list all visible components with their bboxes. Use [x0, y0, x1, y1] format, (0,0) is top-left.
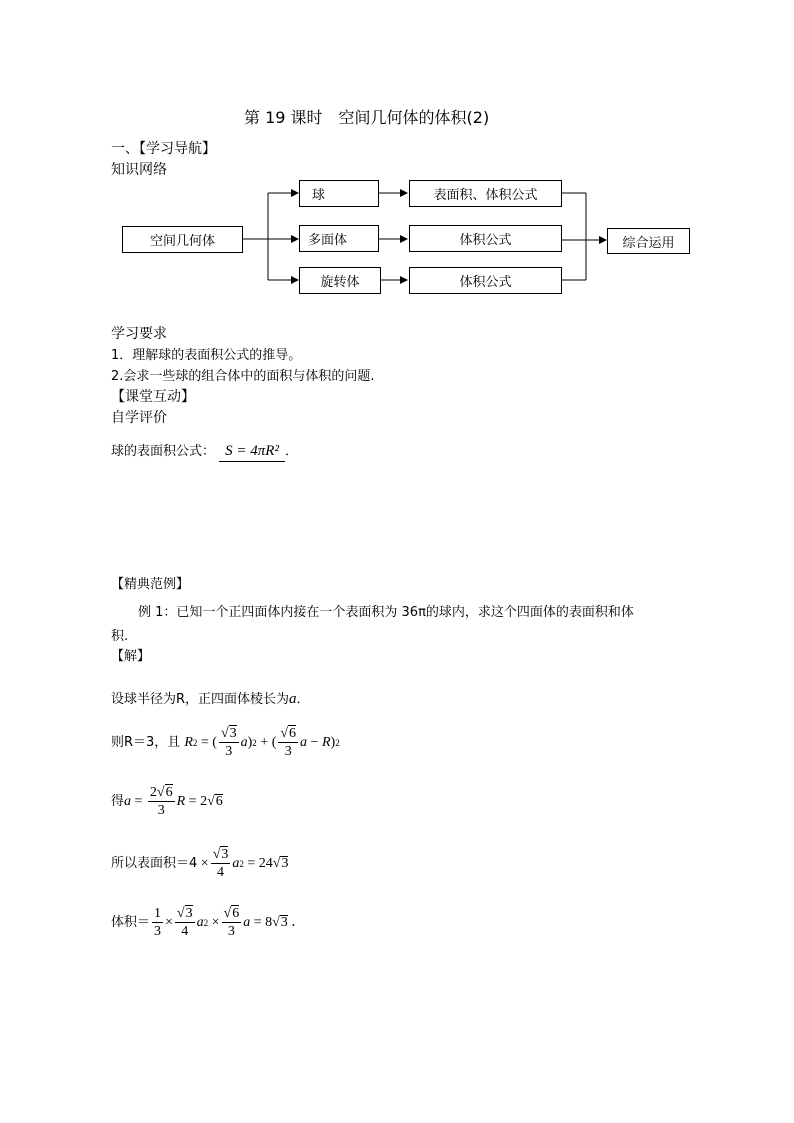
solution-line-4: 所以表面积＝4 × $\frac{√3}{4}$ a 2 = 24√ 3 — [111, 847, 289, 881]
requirement-item-2: 2.会求一些球的组合体中的面积与体积的问题. — [111, 369, 375, 384]
diagram-root-box: 空间几何体 — [122, 226, 243, 253]
knowledge-diagram-connectors — [0, 0, 794, 320]
solution-line-5: 体积＝ $\frac{1}{3}$ × $\frac{√3}{4}$ a 2 × $\frac{√6}{3}$ a = 8√ 3 ． — [111, 906, 306, 940]
diagram-branch-polyhedron: 多面体 — [299, 225, 379, 252]
section-heading-guide: 一、【学习导航】 — [111, 141, 216, 157]
formula-edge-length: a = $\frac{2√6}{3}$ R = 2√ 6 — [124, 785, 223, 819]
example1-text-line2: 积. — [111, 629, 129, 644]
requirement-item-1: 1．理解球的表面积公式的推导。 — [111, 348, 302, 363]
diagram-result-box: 综合运用 — [607, 228, 690, 254]
classroom-heading: 【课堂互动】 — [111, 389, 195, 405]
solution-label: 【解】 — [111, 649, 151, 664]
self-eval-heading: 自学评价 — [111, 410, 167, 426]
diagram-formula-sphere: 表面积、体积公式 — [409, 180, 562, 207]
diagram-formula-polyhedron: 体积公式 — [409, 225, 562, 252]
sphere-formula-answer: S = 4πR² — [219, 443, 285, 462]
example1-text-line1: 例 1：已知一个正四面体内接在一个表面积为 36π的球内，求这个四面体的表面积和体 — [138, 605, 634, 620]
formula-volume: $\frac{1}{3}$ × $\frac{√3}{4}$ a 2 × $\frac{√6}{3}$ a = 8√ 3 ． — [154, 906, 306, 940]
knowledge-network-label: 知识网络 — [111, 162, 167, 178]
diagram-branch-sphere: 球 — [299, 180, 379, 207]
requirements-heading: 学习要求 — [111, 326, 167, 342]
examples-heading: 【精典范例】 — [111, 577, 190, 592]
formula-surface-area: × $\frac{√3}{4}$ a 2 = 24√ 3 — [197, 847, 289, 881]
page-title: 第 19 课时 空间几何体的体积(2) — [244, 108, 490, 127]
diagram-branch-revolution: 旋转体 — [299, 267, 381, 294]
solution-line-3: 得 a = $\frac{2√6}{3}$ R = 2√ 6 — [111, 785, 223, 819]
sphere-formula-label: 球的表面积公式： — [111, 444, 216, 459]
solution-line-1: 设球半径为R，正四面体棱长为a． — [111, 691, 310, 707]
diagram-formula-revolution: 体积公式 — [409, 267, 562, 294]
sphere-formula-row: 球的表面积公式： S = 4πR² ． — [111, 444, 298, 459]
formula-radius-equation: R 2 = ( $\frac{√3}{3}$ a ) 2 + ( $\frac{√6}{3}$ a − R ) 2 — [184, 726, 340, 760]
solution-line-2: 则R＝3，且 R 2 = ( $\frac{√3}{3}$ a ) 2 + ( $\frac{√6}{3}$ a − R ) 2 — [111, 726, 340, 760]
